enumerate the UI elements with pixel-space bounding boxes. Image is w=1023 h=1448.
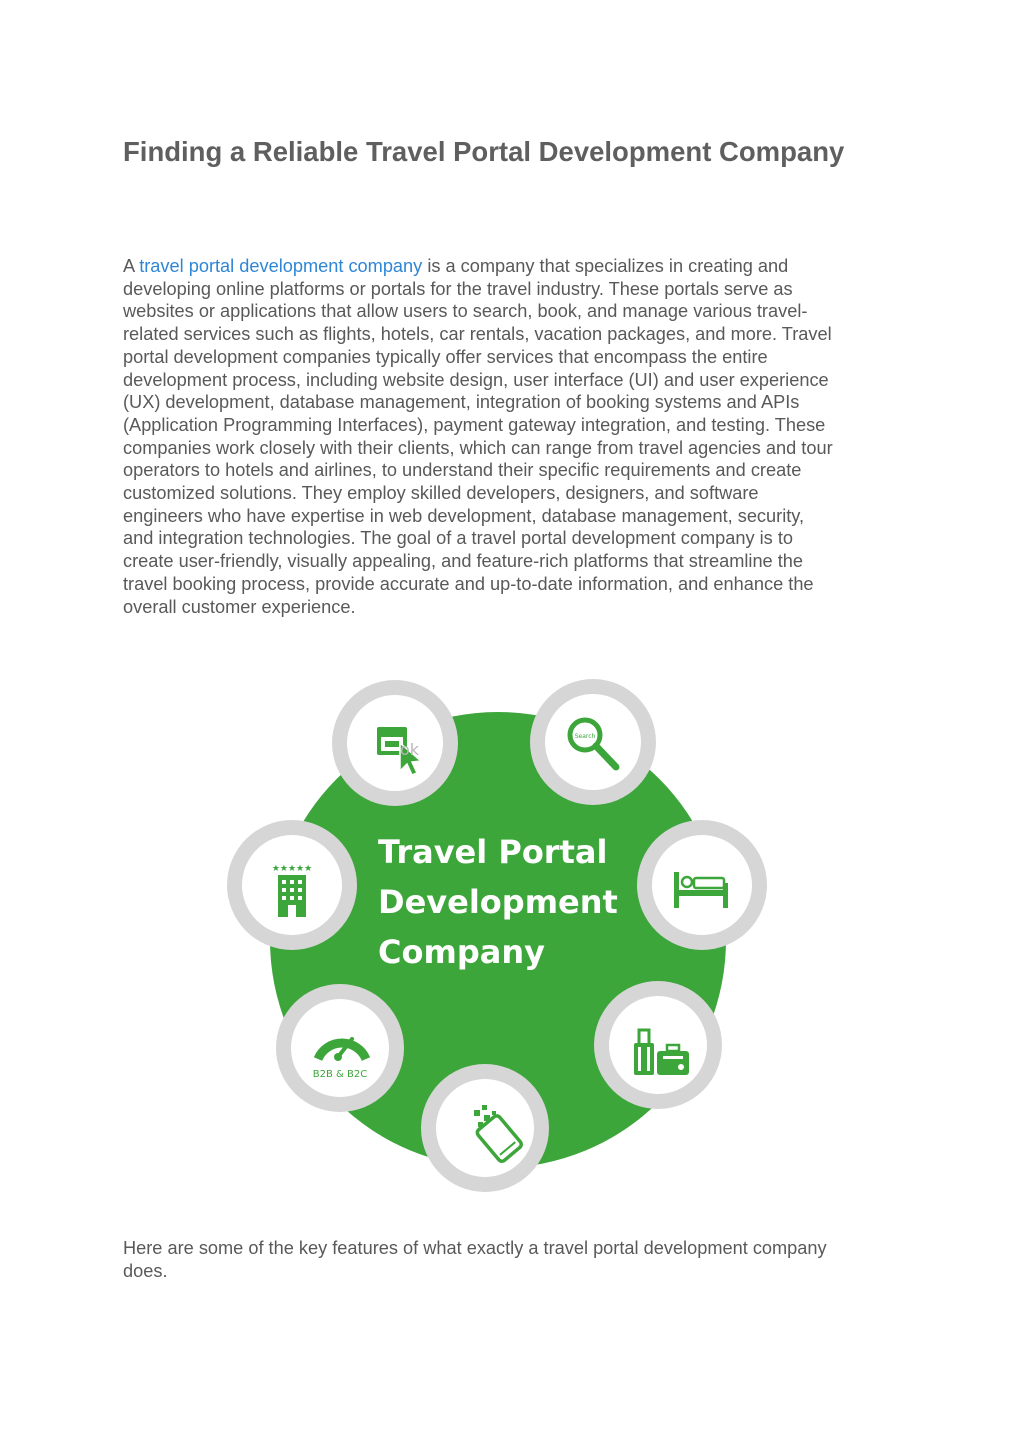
accommodation-node <box>637 820 767 950</box>
features-intro-line: does. <box>123 1260 168 1281</box>
intro-line: websites or applications that allow users to search, book, and manage various travel- <box>123 301 808 322</box>
svg-text:★★★★★: ★★★★★ <box>271 864 313 874</box>
intro-line: (UX) development, database management, integration of booking systems and APIs <box>123 392 800 413</box>
page-title: Finding a Reliable Travel Portal Development Company <box>123 136 845 167</box>
intro-line: portal development companies typically offer services that encompass the entire <box>123 346 768 367</box>
search-node <box>530 679 656 805</box>
center-title-line-2: Development <box>378 883 618 921</box>
intro-prefix: A <box>123 256 140 276</box>
hotel-node <box>227 820 357 950</box>
intro-line: travel booking process, provide accurate and up-to-date information, and enhance the <box>123 573 814 594</box>
travel-portal-infographic <box>220 675 780 1200</box>
node-face <box>436 1079 534 1177</box>
intro-line: customized solutions. They employ skilled developers, designers, and software <box>123 483 759 504</box>
search-label: Search <box>574 733 596 740</box>
node-face <box>291 999 389 1097</box>
features-intro-paragraph <box>123 1237 913 1282</box>
mobile-node <box>421 1064 549 1192</box>
intro-line: developing online platforms or portals for the travel industry. These portals serve as <box>123 278 793 299</box>
b2b-b2c-node <box>276 984 404 1112</box>
online-booking-node <box>332 680 458 806</box>
node-face <box>609 996 707 1094</box>
b2b-label: B2B & B2C <box>312 1069 368 1080</box>
center-title-line-3: Company <box>378 933 545 971</box>
intro-line-1-rest: is a company that specializes in creating and <box>422 256 789 276</box>
intro-line: and integration technologies. The goal of a travel portal development company is to <box>123 528 793 549</box>
intro-line: create user-friendly, visually appealing, and feature-rich platforms that streamline the <box>123 551 804 572</box>
features-intro-line: Here are some of the key features of what exactly a travel portal development company <box>123 1238 827 1258</box>
infographic-svg <box>220 675 780 1200</box>
node-face <box>652 835 752 935</box>
travel-portal-link[interactable]: travel portal development company <box>139 256 423 276</box>
center-title-line-1: Travel Portal <box>378 833 608 871</box>
intro-line: (Application Programming Interfaces), payment gateway integration, and testing. These <box>123 414 826 435</box>
intro-line: operators to hotels and airlines, to understand their specific requirements and create <box>123 460 802 481</box>
intro-paragraph <box>123 255 913 618</box>
intro-line: development process, including website design, user interface (UI) and user experience <box>123 369 829 390</box>
intro-line: related services such as flights, hotels, car rentals, vacation packages, and more. Travel <box>123 324 832 345</box>
intro-line-1 <box>123 255 913 278</box>
intro-line: overall customer experience. <box>123 596 356 617</box>
luggage-node <box>594 981 722 1109</box>
intro-line: companies work closely with their clients, which can range from travel agencies and tour <box>123 437 833 458</box>
node-face <box>545 694 641 790</box>
book-label: ok <box>400 740 420 759</box>
intro-line: engineers who have expertise in web development, database management, security, <box>123 505 805 526</box>
